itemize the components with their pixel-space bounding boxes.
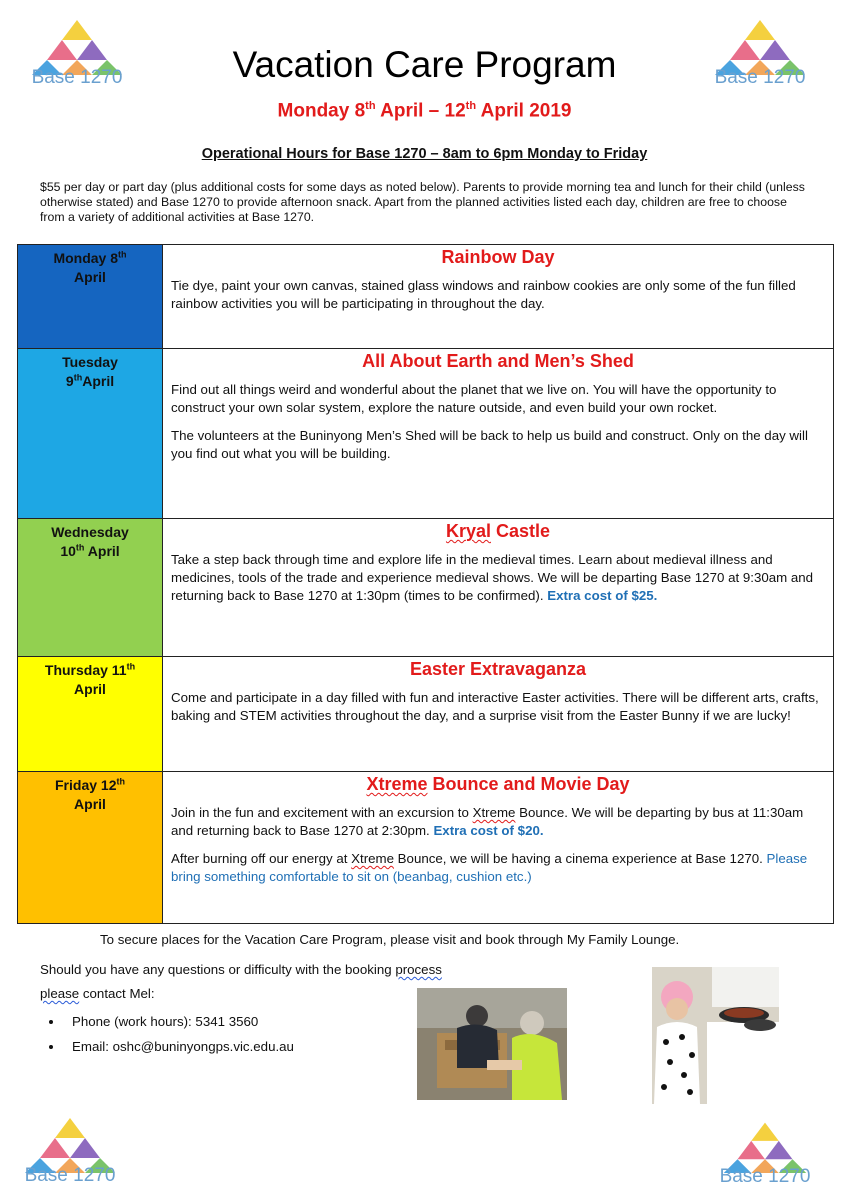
contact-text: please bbox=[40, 986, 80, 1001]
base-1270-logo-bottom-right bbox=[710, 1118, 820, 1198]
page-title: Vacation Care Program bbox=[232, 44, 617, 85]
day-number: 10 bbox=[60, 543, 76, 559]
extra-cost: Extra cost of $25. bbox=[547, 588, 658, 603]
day-sup: th bbox=[73, 372, 83, 383]
activity-cell bbox=[163, 519, 834, 657]
activity-description: The volunteers at the Buninyong Men’s Shed will be back to help us build and construct. Only on the day will you find out what you will be building. bbox=[171, 428, 808, 461]
day-month: April bbox=[84, 543, 120, 559]
activity-text: Join in the fun and excitement with an excursion to bbox=[171, 805, 473, 820]
logo-triangles-icon bbox=[15, 1113, 125, 1173]
activity-description: Find out all things weird and wonderful about the planet that we live on. You will have the opportunity to construct your own solar system, explore the nature outside, and even build your own rocket. bbox=[171, 382, 777, 415]
day-label: Tuesday bbox=[62, 354, 118, 370]
logo-triangles-icon bbox=[710, 1118, 820, 1173]
day-label: Wednesday bbox=[51, 524, 129, 540]
activity-title-part: Castle bbox=[491, 521, 551, 541]
booking-instructions: To secure places for the Vacation Care Program, please visit and book through My Family Lounge. bbox=[100, 932, 680, 947]
day-month: April bbox=[74, 269, 106, 285]
contact-email: • Email: oshc@buninyongps.vic.edu.au bbox=[64, 1034, 442, 1059]
intro-paragraph: $55 per day or part day (plus additional costs for some days as noted below). Parents to provide morning tea and lunch for their child (unless otherwise stated) and Base 1270 to provide afternoon snack. Apart from the planned activities listed each day, children are free to choose from a variety of additional activities at Base 1270. bbox=[40, 180, 805, 224]
activity-cell bbox=[163, 349, 834, 519]
day-month: April bbox=[82, 373, 115, 389]
activity-title bbox=[171, 775, 825, 793]
logo-text: Base 1270 bbox=[714, 67, 806, 88]
activity-title-part: Bounce and Movie Day bbox=[427, 774, 630, 794]
day-label: Monday 8 bbox=[53, 250, 119, 266]
photo-cooking bbox=[652, 967, 779, 1104]
activity-text: Xtreme bbox=[351, 851, 394, 866]
contact-section bbox=[40, 958, 442, 1059]
activity-cell bbox=[163, 657, 834, 772]
date-range bbox=[0, 100, 849, 122]
date-range-sup: th bbox=[465, 100, 477, 112]
activity-description bbox=[171, 551, 825, 605]
operational-hours: Operational Hours for Base 1270 – 8am to 6pm Monday to Friday bbox=[201, 146, 648, 162]
activity-title: Rainbow Day bbox=[441, 247, 555, 267]
day-sup: th bbox=[116, 776, 125, 787]
date-range-sup: th bbox=[365, 100, 376, 112]
date-range-part: April – 12 bbox=[375, 100, 466, 122]
activity-title: Easter Extravaganza bbox=[409, 659, 587, 679]
day-cell bbox=[18, 349, 163, 519]
logo-text: Base 1270 bbox=[719, 1166, 811, 1187]
photo-woodwork bbox=[417, 988, 567, 1100]
activity-title-part: Kryal bbox=[445, 521, 491, 541]
schedule-table bbox=[17, 244, 834, 924]
schedule-row-wednesday bbox=[18, 519, 834, 657]
logo-text: Base 1270 bbox=[31, 67, 123, 88]
logo-text: Base 1270 bbox=[24, 1165, 116, 1186]
contact-text: Should you have any questions or difficulty with the booking bbox=[40, 962, 396, 977]
day-cell bbox=[18, 245, 163, 349]
activity-text: Xtreme bbox=[472, 805, 516, 820]
schedule-row-monday bbox=[18, 245, 834, 349]
contact-list bbox=[40, 1009, 442, 1059]
day-cell bbox=[18, 657, 163, 772]
contact-line bbox=[40, 958, 442, 982]
day-sup: th bbox=[75, 542, 85, 553]
day-month: April bbox=[74, 681, 106, 697]
schedule-row-thursday bbox=[18, 657, 834, 772]
day-number: 9 bbox=[65, 373, 74, 389]
bring-note: Please bring something comfortable to sit on (beanbag, cushion etc.) bbox=[171, 851, 808, 884]
extra-cost: Extra cost of $20. bbox=[433, 823, 544, 838]
day-cell bbox=[18, 519, 163, 657]
day-cell bbox=[18, 772, 163, 924]
activity-description bbox=[171, 804, 825, 840]
activity-text: Bounce. We will be departing by bus at 11:30am and returning back to Base 1270 at 2:30pm. bbox=[171, 805, 804, 838]
activity-title bbox=[171, 522, 825, 540]
activity-title-part: Xtreme bbox=[366, 774, 428, 794]
activity-description bbox=[171, 850, 825, 886]
schedule-row-friday bbox=[18, 772, 834, 924]
contact-text: process bbox=[395, 962, 442, 977]
activity-title: All About Earth and Men’s Shed bbox=[362, 351, 634, 371]
day-sup: th bbox=[118, 249, 127, 260]
schedule-row-tuesday bbox=[18, 349, 834, 519]
day-sup: th bbox=[126, 661, 136, 672]
base-1270-logo-bottom-left bbox=[15, 1113, 125, 1193]
date-range-part: April 2019 bbox=[476, 100, 572, 122]
activity-cell bbox=[163, 245, 834, 349]
contact-line bbox=[40, 982, 442, 1006]
activity-text: Take a step back through time and explore life in the medieval times. Learn about medieval illness and medicines, tools of the trade and experience medieval shows. We will be departing Base 1270 at 9:30am and returning back to Base 1270 at 1:30pm (times to be confirmed). bbox=[171, 552, 814, 603]
activity-text: After burning off our energy at bbox=[171, 851, 352, 866]
activity-text: Bounce, we will be having a cinema experience at Base 1270. bbox=[393, 851, 763, 866]
contact-phone: • Phone (work hours): 5341 3560 bbox=[64, 1009, 442, 1034]
day-month: April bbox=[74, 796, 106, 812]
contact-text: contact Mel: bbox=[79, 986, 155, 1001]
activity-cell bbox=[163, 772, 834, 924]
day-label: Thursday 11 bbox=[44, 662, 127, 678]
activity-description: Come and participate in a day filled with fun and interactive Easter activities. There will be different arts, crafts, baking and STEM activities throughout the day, and a surprise visit from the Easter Bunny if we are lucky! bbox=[171, 690, 819, 723]
activity-description: Tie dye, paint your own canvas, stained glass windows and rainbow cookies are only some of the fun filled rainbow activities you will be participating in throughout the day. bbox=[171, 278, 796, 311]
day-label: Friday 12 bbox=[55, 777, 117, 793]
date-range-part: Monday 8 bbox=[277, 100, 366, 122]
